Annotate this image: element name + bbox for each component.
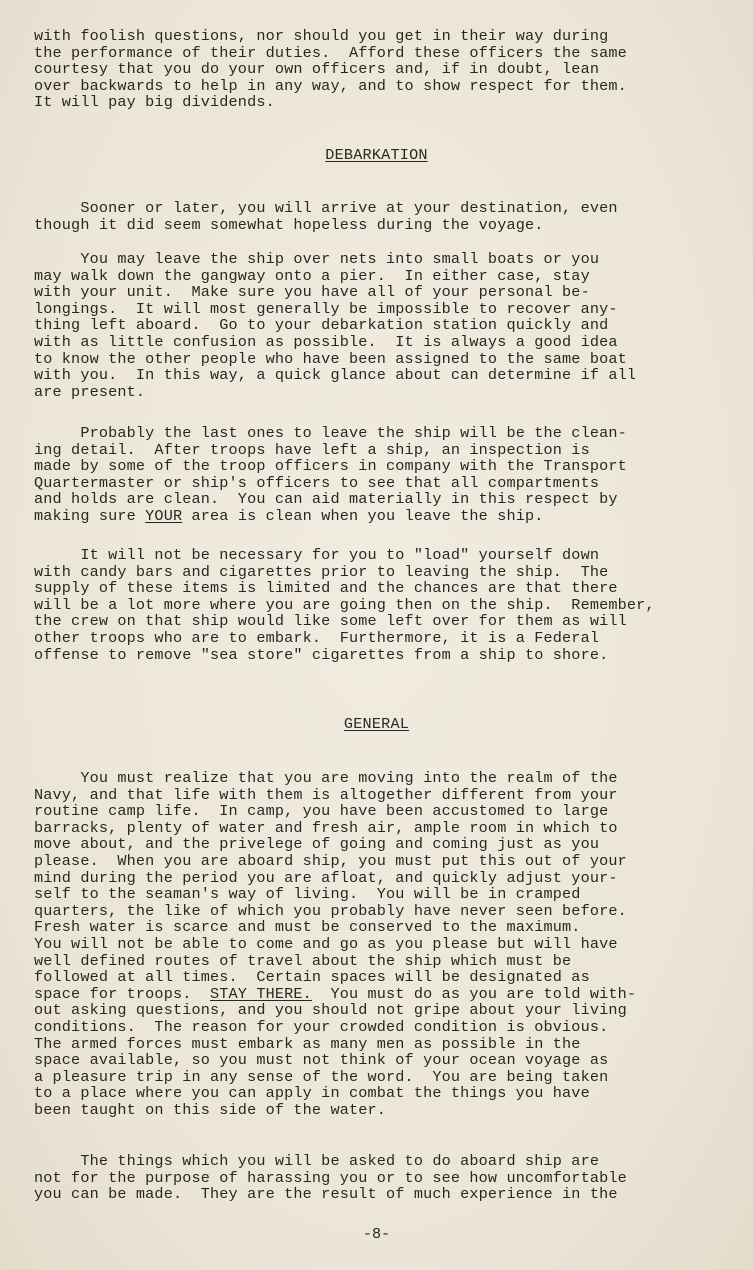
text-line: Navy, and that life with them is altogether different from your xyxy=(34,785,618,804)
text-line: ing detail. After troops have left a ship, an inspection is xyxy=(34,440,590,459)
text-line: mind during the period you are afloat, and quickly adjust your- xyxy=(34,868,618,887)
text-line: a pleasure trip in any sense of the word. You are being taken xyxy=(34,1067,609,1086)
text-line: supply of these items is limited and the chances are that there xyxy=(34,579,618,598)
text-line: Sooner or later, you will arrive at your destination, even xyxy=(34,199,618,217)
text-line: Quartermaster or ship's officers to see that all compartments xyxy=(34,473,600,492)
text-line: not for the purpose of harassing you or to see how uncomfortable xyxy=(34,1168,627,1187)
text-line: It will pay big dividends. xyxy=(34,93,275,112)
text-line: conditions. The reason for your crowded condition is obvious. xyxy=(34,1017,609,1036)
debarkation-paragraph-2 xyxy=(34,251,739,400)
text-run: making sure xyxy=(34,506,146,525)
text-run: area is clean when you leave the ship. xyxy=(182,506,544,525)
intro-paragraph xyxy=(34,28,739,111)
text-line: space available, so you must not think of your ocean voyage as xyxy=(34,1051,609,1070)
text-line xyxy=(34,508,739,525)
text-line: with candy bars and cigarettes prior to leaving the ship. The xyxy=(34,562,609,581)
text-line: the performance of their duties. Afford these officers the same xyxy=(34,43,627,62)
text-line: out asking questions, and you should not gripe about your living xyxy=(34,1001,627,1020)
debarkation-paragraph-1 xyxy=(34,200,739,233)
text-line: Fresh water is scarce and must be conserved to the maximum. xyxy=(34,918,581,937)
text-line: The things which you will be asked to do aboard ship are xyxy=(34,1152,600,1170)
text-line: courtesy that you do your own officers and, if in doubt, lean xyxy=(34,60,600,79)
text-line: with as little confusion as possible. It is always a good idea xyxy=(34,332,618,351)
text-line: to know the other people who have been assigned to the same boat xyxy=(34,349,627,368)
text-line: with you. In this way, a quick glance about can determine if all xyxy=(34,366,637,385)
text-line: please. When you are aboard ship, you must put this out of your xyxy=(34,851,627,870)
text-line: You may leave the ship over nets into small boats or you xyxy=(34,250,600,268)
general-paragraph-1 xyxy=(34,770,739,1118)
text-line: and holds are clean. You can aid materially in this respect by xyxy=(34,490,618,509)
text-run: space for troops. xyxy=(34,984,211,1003)
text-line: though it did seem somewhat hopeless during the voyage. xyxy=(34,215,544,234)
text-line: are present. xyxy=(34,382,146,401)
text-line: followed at all times. Certain spaces will be designated as xyxy=(34,968,590,987)
text-line: made by some of the troop officers in company with the Transport xyxy=(34,457,627,476)
text-line: the crew on that ship would like some left over for them as will xyxy=(34,612,627,631)
text-line: barracks, plenty of water and fresh air, ample room in which to xyxy=(34,818,618,837)
text-line: been taught on this side of the water. xyxy=(34,1100,387,1119)
text-run: You must do as you are told with- xyxy=(311,984,637,1003)
text-line: You must realize that you are moving into the realm of the xyxy=(34,769,618,787)
page-number: -8- xyxy=(362,1225,391,1243)
debarkation-paragraph-4 xyxy=(34,547,739,663)
text-line: self to the seaman's way of living. You will be in cramped xyxy=(34,885,581,904)
text-line: may walk down the gangway onto a pier. In either case, stay xyxy=(34,266,590,285)
text-line: you can be made. They are the result of much experience in the xyxy=(34,1185,618,1204)
text-line: thing left aboard. Go to your debarkation station quickly and xyxy=(34,316,609,335)
general-paragraph-2 xyxy=(34,1153,739,1203)
text-line: with your unit. Make sure you have all of your personal be- xyxy=(34,283,590,302)
text-line: It will not be necessary for you to "load" yourself down xyxy=(34,546,600,564)
text-line: move about, and the privelege of going and coming just as you xyxy=(34,835,600,854)
text-line: to a place where you can apply in combat the things you have xyxy=(34,1084,590,1103)
debarkation-paragraph-3 xyxy=(34,425,739,525)
emphasis-stay-there: STAY THERE. xyxy=(210,984,312,1003)
text-line: other troops who are to embark. Furthermore, it is a Federal xyxy=(34,628,600,647)
section-heading-debarkation: DEBARKATION xyxy=(325,146,428,164)
text-line: quarters, the like of which you probably have never seen before. xyxy=(34,901,627,920)
text-line: offense to remove "sea store" cigarettes from a ship to shore. xyxy=(34,645,609,664)
text-line: over backwards to help in any way, and to show respect for them. xyxy=(34,76,627,95)
text-line: will be a lot more where you are going then on the ship. Remember, xyxy=(34,595,655,614)
text-line: Probably the last ones to leave the ship will be the clean- xyxy=(34,424,627,442)
text-line: longings. It will most generally be impossible to recover any- xyxy=(34,299,618,318)
text-line: You will not be able to come and go as you please but will have xyxy=(34,934,618,953)
text-line: routine camp life. In camp, you have been accustomed to large xyxy=(34,802,609,821)
text-line xyxy=(34,986,739,1003)
text-line: with foolish questions, nor should you get in their way during xyxy=(34,27,609,45)
text-line: well defined routes of travel about the ship which must be xyxy=(34,951,572,970)
text-line: The armed forces must embark as many men as possible in the xyxy=(34,1034,581,1053)
emphasis-your: YOUR xyxy=(145,506,183,525)
section-heading-general: GENERAL xyxy=(343,715,410,733)
